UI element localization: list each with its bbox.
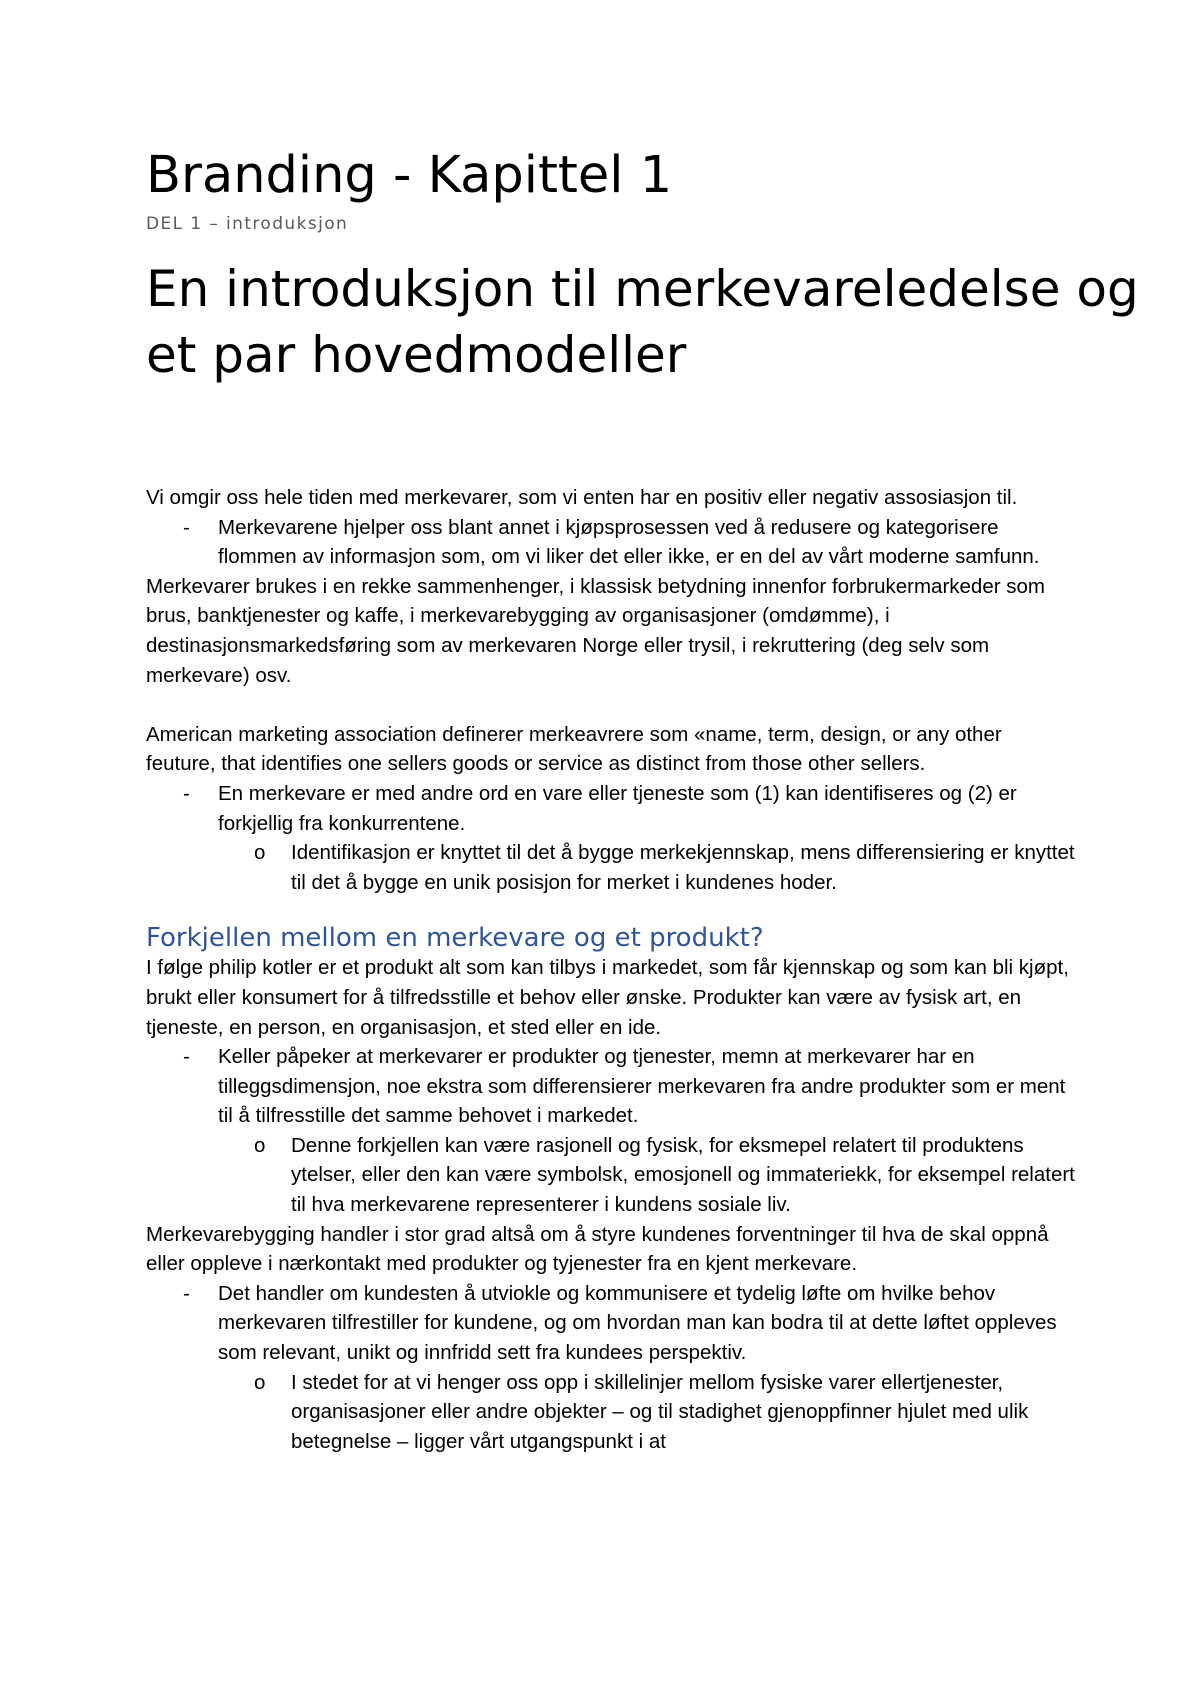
list-item: [146, 779, 1076, 838]
document-subtitle: DEL 1 – introduksjon: [146, 214, 349, 234]
paragraph: American marketing association definerer merkeavrere som «name, term, design, or any other feuture, that identifies one sellers goods or service as distinct from those other sellers.: [146, 722, 1002, 776]
paragraph: I følge philip kotler er et produkt alt som kan tilbys i markedet, som får kjennskap og som kan bli kjøpt, brukt eller konsumert for å tilfredsstille et behov eller ønske. Produkter kan være av fysisk art, en tjeneste, en person, en organisasjon, et sted eller en ide.: [146, 956, 1069, 1039]
sub-list-item: [146, 1131, 1076, 1220]
dash-bullet: -: [183, 1281, 190, 1305]
dash-bullet: -: [183, 515, 190, 539]
list-item: [146, 1279, 1076, 1368]
list-item-text: Det handler om kundesten å utviokle og kommunisere et tydelig løfte om hvilke behov merkevaren tilfrestiller for kundene, og om hvordan man kan bodra til at dette løftet oppleves som relevant, unikt og innfridd sett fra kundees perspektiv.: [218, 1281, 1057, 1365]
circle-bullet: o: [254, 1133, 266, 1157]
circle-bullet: o: [254, 841, 266, 865]
list-item-text: En merkevare er med andre ord en vare eller tjeneste som (1) kan identifiseres og (2) er forkjellig fra konkurrentene.: [218, 781, 1017, 835]
heading-1: En introduksjon til merkevareledelse og et par hovedmodeller: [146, 260, 1139, 384]
paragraph: Vi omgir oss hele tiden med merkevarer, som vi enten har en positiv eller negativ assosiasjon til.: [146, 486, 1018, 509]
document-title: Branding - Kapittel 1: [146, 146, 673, 205]
circle-bullet: o: [254, 1370, 266, 1394]
dash-bullet: -: [183, 1045, 190, 1069]
paragraph: Merkevarebygging handler i stor grad altså om å styre kundenes forventninger til hva de skal oppnå eller oppleve i nærkontakt med produkter og tyjenester fra en kjent merkevare.: [146, 1222, 1049, 1276]
dash-bullet: -: [183, 781, 190, 805]
document-body: [146, 483, 1076, 1456]
sub-list-item-text: Denne forkjellen kan være rasjonell og fysisk, for eksmepel relatert til produktens ytelser, eller den kan være symbolsk, emosjonell og immateriekk, for eksempel relatert til hva merkevarene representerer i kundens sosiale liv.: [291, 1133, 1075, 1217]
blank-line: [146, 690, 1076, 720]
paragraph: Merkevarer brukes i en rekke sammenhenger, i klassisk betydning innenfor forbrukermarkeder som brus, banktjenester og kaffe, i merkevarebygging av organisasjoner (omdømme), i destinasjonsmarkedsføring som av merkevaren Norge eller trysil, i rekruttering (deg selv som merkevare) osv.: [146, 574, 1045, 687]
list-item-text: Merkevarene hjelper oss blant annet i kjøpsprosessen ved å redusere og kategorisere flommen av informasjon som, om vi liker det eller ikke, er en del av vårt moderne samfunn.: [218, 515, 1040, 569]
sub-list-item-text: Identifikasjon er knyttet til det å bygge merkekjennskap, mens differensiering er knyttet til det å bygge en unik posisjon for merket i kundenes hoder.: [291, 841, 1075, 894]
list-item: [146, 513, 1076, 572]
list-item-text: Keller påpeker at merkevarer er produkter og tjenester, memn at merkevarer har en tilleggsdimensjon, noe ekstra som differensierer merkevaren fra andre produkter som er ment til å tilfresstille det samme behovet i markedet.: [218, 1045, 1066, 1128]
sub-list-item-text: I stedet for at vi henger oss opp i skillelinjer mellom fysiske varer ellertjenester, organisasjoner eller andre objekter – og til stadighet gjenoppfinner hjulet med ulik betegnelse – ligger vårt utgangspunkt i at: [291, 1370, 1029, 1453]
sub-list-item: [146, 1368, 1076, 1457]
heading-2: Forkjellen mellom en merkevare og et produkt?: [146, 923, 764, 954]
sub-list-item: [146, 838, 1076, 897]
list-item: [146, 1042, 1076, 1131]
